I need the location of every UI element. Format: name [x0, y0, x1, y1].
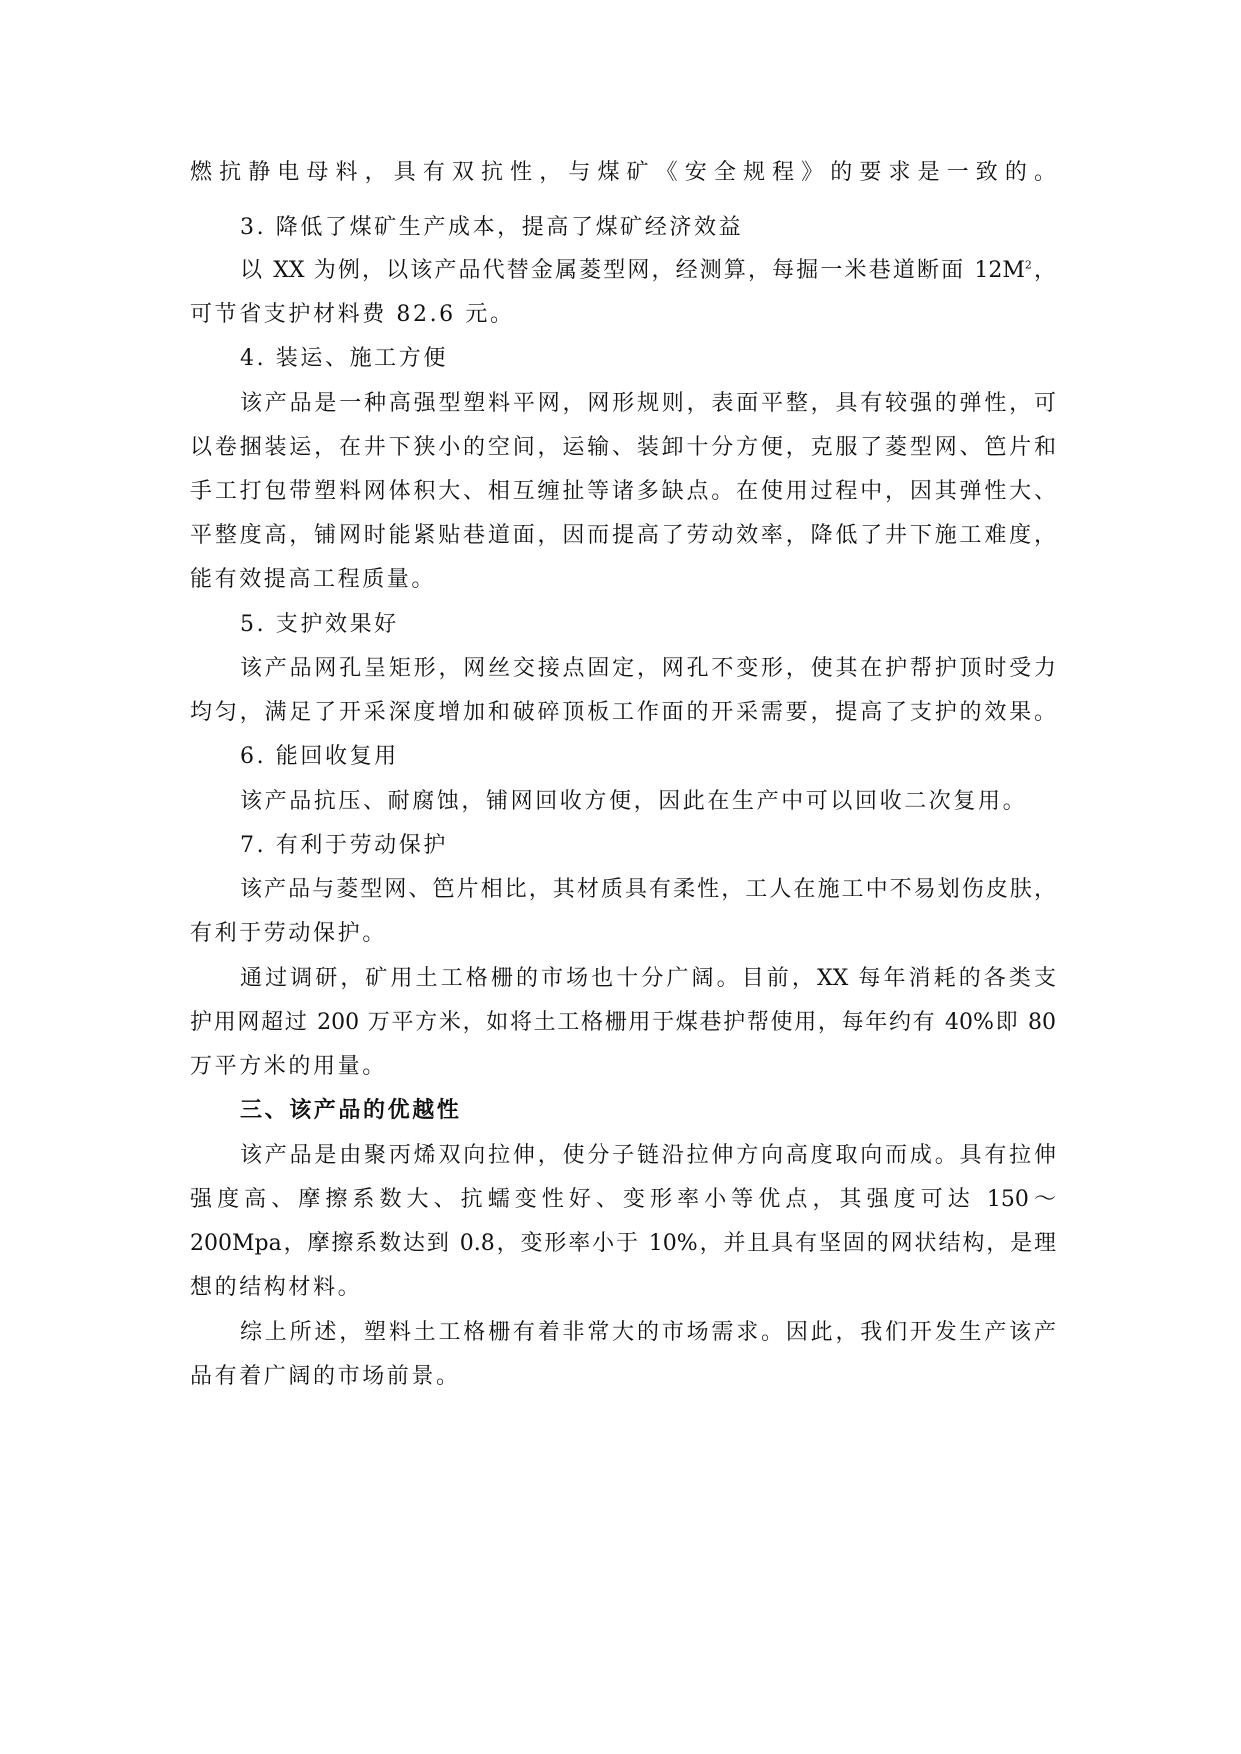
paragraph-line: 该产品是一种高强型塑料平网，网形规则，表面平整，具有较强的弹性，可 — [240, 391, 1056, 416]
paragraph-line: 该产品是由聚丙烯双向拉伸，使分子链沿拉伸方向高度取向而成。具有拉伸 — [240, 1143, 1056, 1168]
paragraph-line: 该产品网孔呈矩形，网丝交接点固定，网孔不变形，使其在护帮护顶时受力 — [240, 656, 1056, 681]
paragraph-line: 200Mpa，摩擦系数达到 0.8，变形率小于 10%，并且具有坚固的网状结构，是理 — [190, 1231, 1056, 1256]
paragraph-line: 想的结构材料。 — [190, 1275, 363, 1300]
paragraph-line: 该产品与菱型网、笆片相比，其材质具有柔性，工人在施工中不易划伤皮肤， — [240, 877, 1056, 902]
paragraph-line: 均匀，满足了开采深度增加和破碎顶板工作面的开采需要，提高了支护的效果。 — [190, 700, 1056, 725]
paragraph-line: 以 XX 为例，以该产品代替金属菱型网，经测算，每掘一米巷道断面 $12M^2$， — [240, 258, 1056, 283]
list-item-heading: 6. 能回收复用 — [240, 744, 399, 769]
list-item-heading: 3. 降低了煤矿生产成本，提高了煤矿经济效益 — [240, 215, 744, 240]
section-heading: 三、该产品的优越性 — [240, 1098, 462, 1123]
paragraph-line: 万平方米的用量。 — [190, 1054, 387, 1079]
list-item-heading: 5. 支护效果好 — [240, 612, 399, 637]
paragraph-line: 有利于劳动保护。 — [190, 921, 387, 946]
paragraph-line: 该产品抗压、耐腐蚀，铺网回收方便，因此在生产中可以回收二次复用。 — [240, 789, 1028, 814]
list-item-heading: 7. 有利于劳动保护 — [240, 833, 448, 858]
paragraph-line: 强度高、摩擦系数大、抗蠕变性好、变形率小等优点，其强度可达 150～ — [190, 1187, 1056, 1212]
paragraph-line: 通过调研，矿用土工格栅的市场也十分广阔。目前，XX 每年消耗的各类支 — [240, 966, 1056, 991]
paragraph-line: 品有着广阔的市场前景。 — [190, 1364, 461, 1389]
paragraph-line: 手工打包带塑料网体积大、相互缠扯等诸多缺点。在使用过程中，因其弹性大、 — [190, 479, 1056, 504]
paragraph-line: 可节省支护材料费 82.6 元。 — [190, 302, 515, 327]
paragraph-line: 燃抗静电母料，具有双抗性，与煤矿《安全规程》的要求是一致的。 — [190, 160, 1056, 185]
list-item-heading: 4. 装运、施工方便 — [240, 346, 448, 371]
paragraph-line: 能有效提高工程质量。 — [190, 567, 437, 592]
paragraph-line: 平整度高，铺网时能紧贴巷道面，因而提高了劳动效率，降低了井下施工难度， — [190, 523, 1056, 548]
paragraph-line: 护用网超过 200 万平方米，如将土工格栅用于煤巷护帮使用，每年约有 40%即 80 — [190, 1010, 1056, 1035]
paragraph-line: 综上所述，塑料土工格栅有着非常大的市场需求。因此，我们开发生产该产 — [240, 1320, 1056, 1345]
paragraph-line: 以卷捆装运，在井下狭小的空间，运输、装卸十分方便，克服了菱型网、笆片和 — [190, 435, 1056, 460]
